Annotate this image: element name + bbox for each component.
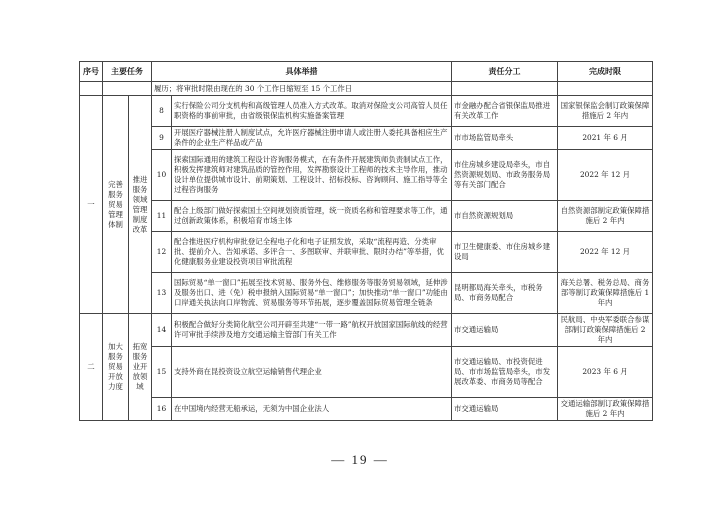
cell-measure: 开展医疗器械注册人制度试点，允许医疗器械注册申请人或注册人委托具备相应生产条件的企业生产样品或产品 xyxy=(172,127,452,150)
cell-deadline: 国家银保监会制订政策保障措施后 2 年内 xyxy=(558,96,653,127)
row-number: 16 xyxy=(152,398,172,421)
cell-measure: 履历；将审批时限由现在的 30 个工作日缩短至 15 个工作日 xyxy=(152,82,452,96)
cell-empty xyxy=(103,82,152,96)
cell-owner: 市市场监管局牵头 xyxy=(452,127,558,150)
cell-measure: 探索国际通用的建筑工程设计咨询服务模式，在有条件开展建筑师负责制试点工作，积极发挥建筑师对建筑品质的管控作用，发挥勘察设计工程师的技术主导作用，推动设计单位提供城市设计、前期策划、工程设计、招标投标、咨询顾问、施工指导等全过程咨询服务 xyxy=(172,150,452,201)
row-number: 11 xyxy=(152,201,172,232)
table-row xyxy=(80,232,653,273)
cell-owner: 昆明都局海关牵头，市税务局、市商务局配合 xyxy=(452,273,558,314)
section2-index: 二 xyxy=(80,314,103,421)
row-number: 12 xyxy=(152,232,172,273)
cell-measure: 国际贸易“单一窗口”拓展至技术贸易、服务外包、维修服务等服务贸易领域，延伸涉及服务出口、进（免）税申报纳入国际贸易“单一窗口”；加快推动“单一窗口”功能由口岸通关执法向口岸物流、贸易服务等环节拓展，逐步覆盖国际贸易管理全链条 xyxy=(172,273,452,314)
row-number: 10 xyxy=(152,150,172,201)
table-row xyxy=(80,398,653,421)
row-number: 14 xyxy=(152,314,172,347)
header-task: 主要任务 xyxy=(103,62,152,82)
cell-empty xyxy=(452,82,558,96)
page-number: — 19 — xyxy=(331,452,389,467)
cell-owner: 市交通运输局、市投资促进局、市市场监管局牵头，市发展改革委、市商务局等配合 xyxy=(452,347,558,398)
cell-measure: 配合推进医疗机构审批登记全程电子化和电子证照发放，采取“流程再造、分类审批、提前介入、告知承诺、多评合一、多图联审、并联审批、限时办结”等举措，优化健康服务业建设投资项目审批流程 xyxy=(172,232,452,273)
table-row xyxy=(80,347,653,398)
cell-empty xyxy=(558,82,653,96)
cell-owner: 市卫生健康委、市住房城乡建设局 xyxy=(452,232,558,273)
cell-empty xyxy=(80,82,103,96)
section2-subtask: 拓宽服务业开放领域 xyxy=(129,314,152,421)
cell-owner: 市住房城乡建设局牵头，市自然资源规划局、市政务服务局等有关部门配合 xyxy=(452,150,558,201)
section1-task: 完善服务贸易管理体制 xyxy=(103,96,129,314)
cell-deadline: 自然资源部制定政策保障措施后 2 年内 xyxy=(558,201,653,232)
row-number: 13 xyxy=(152,273,172,314)
cell-deadline: 2022 年 12 月 xyxy=(558,150,653,201)
header-deadline: 完成时限 xyxy=(558,62,653,82)
cell-measure: 配合上级部门做好探索国土空间规划资质管理，统一资质名称和管理要求等工作，通过创新政策体系，积极培育市场主体 xyxy=(172,201,452,232)
cell-deadline: 2023 年 6 月 xyxy=(558,347,653,398)
table-row-continued xyxy=(80,82,653,96)
row-number: 9 xyxy=(152,127,172,150)
section2-task: 加大服务贸易开放力度 xyxy=(103,314,129,421)
cell-deadline: 海关总署、税务总局、商务部等制订政策保障措施后 1 年内 xyxy=(558,273,653,314)
cell-owner: 市金融办配合省银保监局推进有关改革工作 xyxy=(452,96,558,127)
table-row xyxy=(80,150,653,201)
cell-measure: 实行保险公司分支机构和高级管理人员准入方式改革。取消对保险支公司高管人员任职资格的事前审批，由省级银保监机构实施备案管理 xyxy=(172,96,452,127)
header-measure: 具体举措 xyxy=(152,62,452,82)
section1-subtask: 推进服务领域管理制度改革 xyxy=(129,96,152,314)
cell-deadline: 民航局、中央军委联合参谋部制订政策保障措施后 2 年内 xyxy=(558,314,653,347)
measures-table xyxy=(79,61,653,421)
header-row xyxy=(80,62,653,82)
header-index: 序号 xyxy=(80,62,103,82)
table-row xyxy=(80,127,653,150)
header-owner: 责任分工 xyxy=(452,62,558,82)
table-row xyxy=(80,314,653,347)
cell-measure: 在中国境内经营无船承运，无须为中国企业法人 xyxy=(172,398,452,421)
table-row xyxy=(80,201,653,232)
cell-deadline: 2021 年 6 月 xyxy=(558,127,653,150)
cell-deadline: 2022 年 12 月 xyxy=(558,232,653,273)
row-number: 15 xyxy=(152,347,172,398)
cell-deadline: 交通运输部制订政策保障措施后 2 年内 xyxy=(558,398,653,421)
cell-owner: 市交通运输局 xyxy=(452,314,558,347)
table-row xyxy=(80,273,653,314)
table-row xyxy=(80,96,653,127)
section1-index: 一 xyxy=(80,96,103,314)
cell-measure: 积极配合做好分类简化航空公司开辟至共建“一带一路”航权开放国家国际航线的经营许可审批手续涉及地方交通运输主管部门有关工作 xyxy=(172,314,452,347)
cell-owner: 市交通运输局 xyxy=(452,398,558,421)
row-number: 8 xyxy=(152,96,172,127)
cell-owner: 市自然资源规划局 xyxy=(452,201,558,232)
cell-measure: 支持外商在昆投资设立航空运输销售代理企业 xyxy=(172,347,452,398)
